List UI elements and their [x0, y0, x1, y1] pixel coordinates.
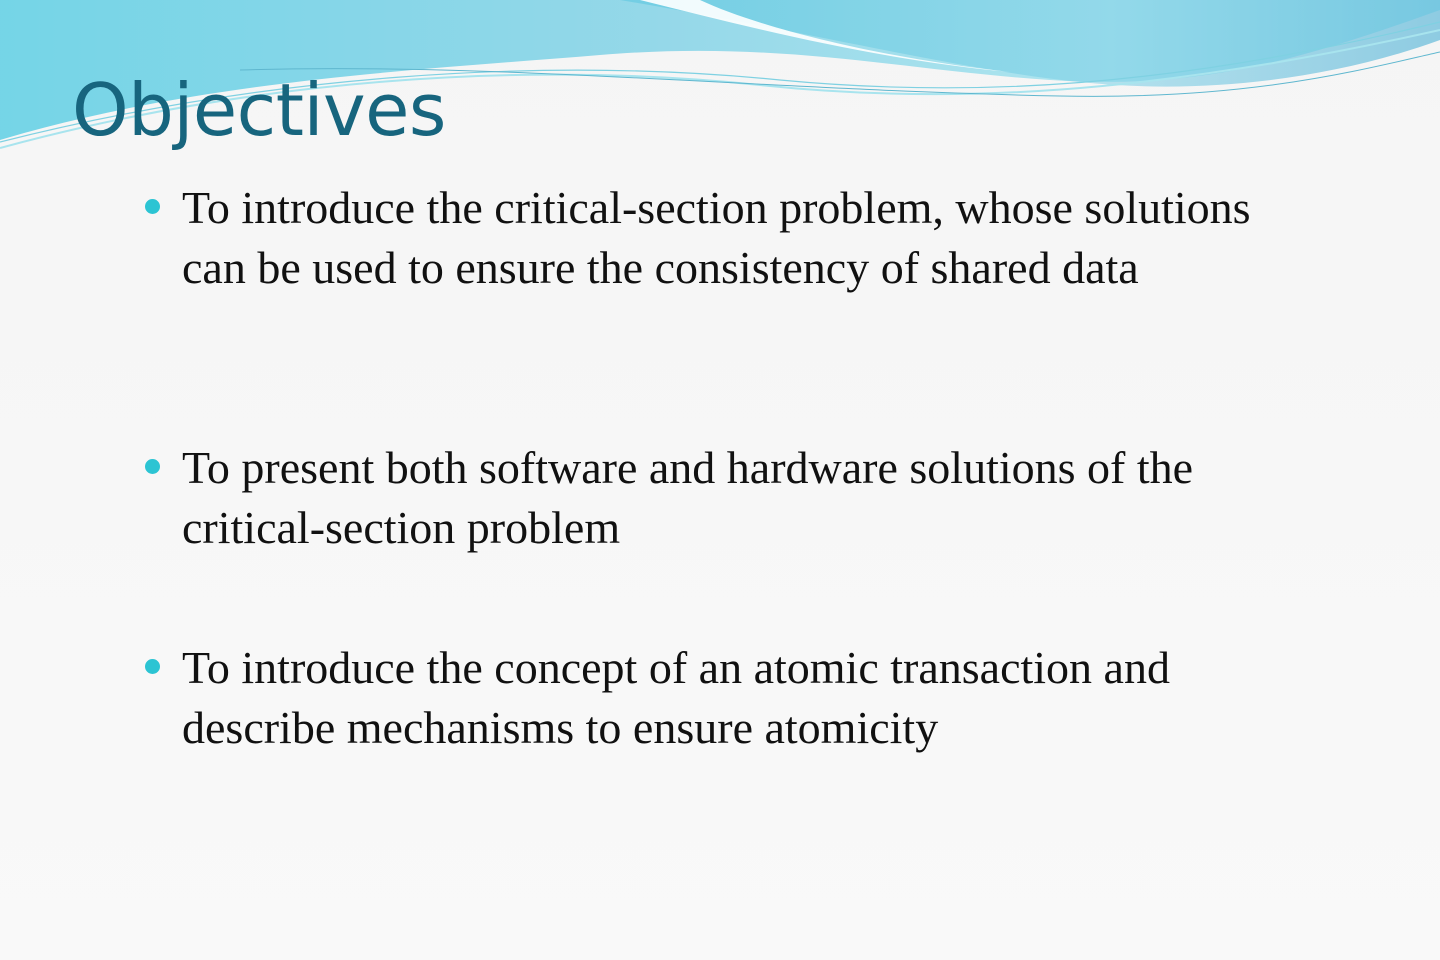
list-item: [142, 178, 1322, 378]
list-item: [142, 638, 1322, 758]
bullet-text: To introduce the concept of an atomic transaction and describe mechanisms to ensure atomicity: [182, 642, 1170, 753]
slide-title: Objectives: [72, 68, 446, 152]
bullet-text: To present both software and hardware solutions of the critical-section problem: [182, 442, 1194, 553]
objectives-list: [142, 178, 1322, 758]
bullet-text: To introduce the critical-section problem, whose solutions can be used to ensure the consistency of shared data: [182, 182, 1251, 293]
list-item: [142, 438, 1322, 638]
bullet-dot-icon: [145, 459, 160, 474]
bullet-dot-icon: [145, 199, 160, 214]
bullet-dot-icon: [145, 659, 160, 674]
